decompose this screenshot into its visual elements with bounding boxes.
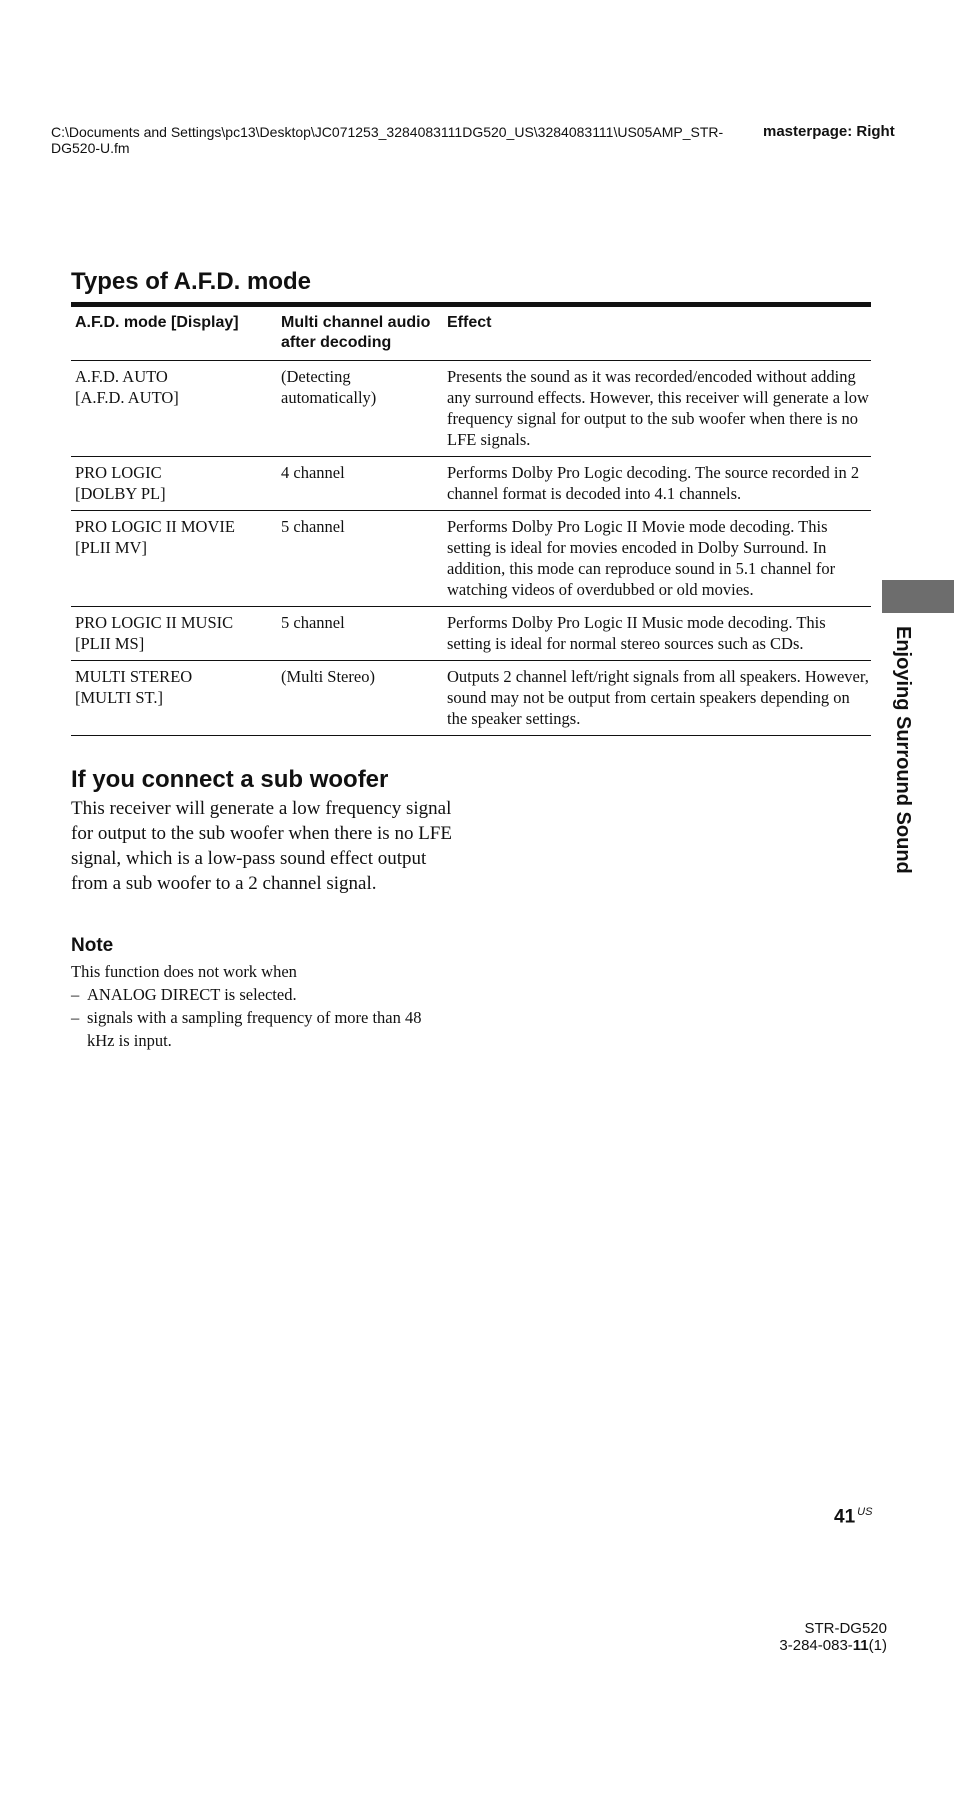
effect-cell: Presents the sound as it was recorded/encoded without adding any surround effects. However, this receiver will generate a low frequency signal for output to the sub woofer when there is no LFE signals. [443,361,871,457]
note-item-text: signals with a sampling frequency of more than 48 kHz is input. [87,1008,422,1050]
footer-code-bold: 11 [852,1637,869,1654]
note-item-text: ANALOG DIRECT is selected. [87,985,297,1004]
list-item [71,983,451,1006]
mode-name: A.F.D. AUTO [75,367,168,386]
mode-display: [A.F.D. AUTO] [75,388,179,407]
table-row [71,457,871,511]
mode-cell [71,661,277,736]
mode-name: PRO LOGIC [75,463,162,482]
mode-display: [PLII MS] [75,634,145,653]
page-number [834,1506,872,1528]
footer-code-suffix: (1) [868,1637,887,1654]
dash-bullet: – [71,985,80,1004]
note-intro: This function does not work when [71,962,297,981]
table-row [71,661,871,736]
effect-cell: Performs Dolby Pro Logic II Music mode decoding. This setting is ideal for normal stereo sources such as CDs. [443,607,871,661]
mode-cell [71,511,277,607]
footer-model: STR-DG520 [804,1620,887,1637]
mode-cell [71,457,277,511]
mode-display: [PLII MV] [75,538,147,557]
channels-cell: (Detecting automatically) [277,361,443,457]
table-row [71,511,871,607]
afd-section-title: Types of A.F.D. mode [71,268,312,295]
table-row [71,361,871,457]
column-header-effect: Effect [443,305,871,361]
mode-name: MULTI STEREO [75,667,193,686]
page-region-suffix: US [857,1506,873,1518]
mode-display: [MULTI ST.] [75,688,163,707]
chapter-side-tab [882,580,954,613]
effect-cell: Performs Dolby Pro Logic II Movie mode decoding. This setting is ideal for movies encoded in Dolby Surround. In addition, this mode can reproduce sound in 5.1 channel for watching videos of overdubbed or old movies. [443,511,871,607]
footer-model-info [779,1620,887,1654]
list-item [71,1006,451,1052]
page-number-value: 41 [834,1506,856,1528]
channels-cell: 5 channel [277,607,443,661]
mode-cell [71,607,277,661]
effect-cell: Outputs 2 channel left/right signals from all speakers. However, sound may not be output from certain speakers depending on the speaker settings. [443,661,871,736]
masterpage-label: masterpage: Right [763,123,895,140]
note-title: Note [71,935,114,956]
file-path-header: C:\Documents and Settings\pc13\Desktop\JC071253_3284083111DG520_US\3284083111\US05AMP_STR-DG520-U.fm [51,124,724,156]
column-header-channels: Multi channel audio after decoding [277,305,443,361]
mode-name: PRO LOGIC II MUSIC [75,613,234,632]
sub-woofer-body-text: This receiver will generate a low frequency signal for output to the sub woofer when there is no LFE signal, which is a low-pass sound effect output from a sub woofer to a 2 channel signal. [71,798,452,894]
channels-cell: 5 channel [277,511,443,607]
channels-cell: (Multi Stereo) [277,661,443,736]
note-list [71,983,451,1052]
mode-cell [71,361,277,457]
table-header-row [71,305,871,361]
footer-code [779,1637,887,1654]
mode-name: PRO LOGIC II MOVIE [75,517,235,536]
channels-cell: 4 channel [277,457,443,511]
effect-cell: Performs Dolby Pro Logic decoding. The source recorded in 2 channel format is decoded into 4.1 channels. [443,457,871,511]
sub-woofer-section-title: If you connect a sub woofer [71,766,389,793]
dash-bullet: – [71,1008,80,1027]
mode-display: [DOLBY PL] [75,484,166,503]
column-header-mode: A.F.D. mode [Display] [71,305,277,361]
table-row [71,607,871,661]
afd-mode-table [71,302,871,736]
footer-code-prefix: 3-284-083- [779,1637,853,1654]
chapter-side-label: Enjoying Surround Sound [892,626,914,874]
